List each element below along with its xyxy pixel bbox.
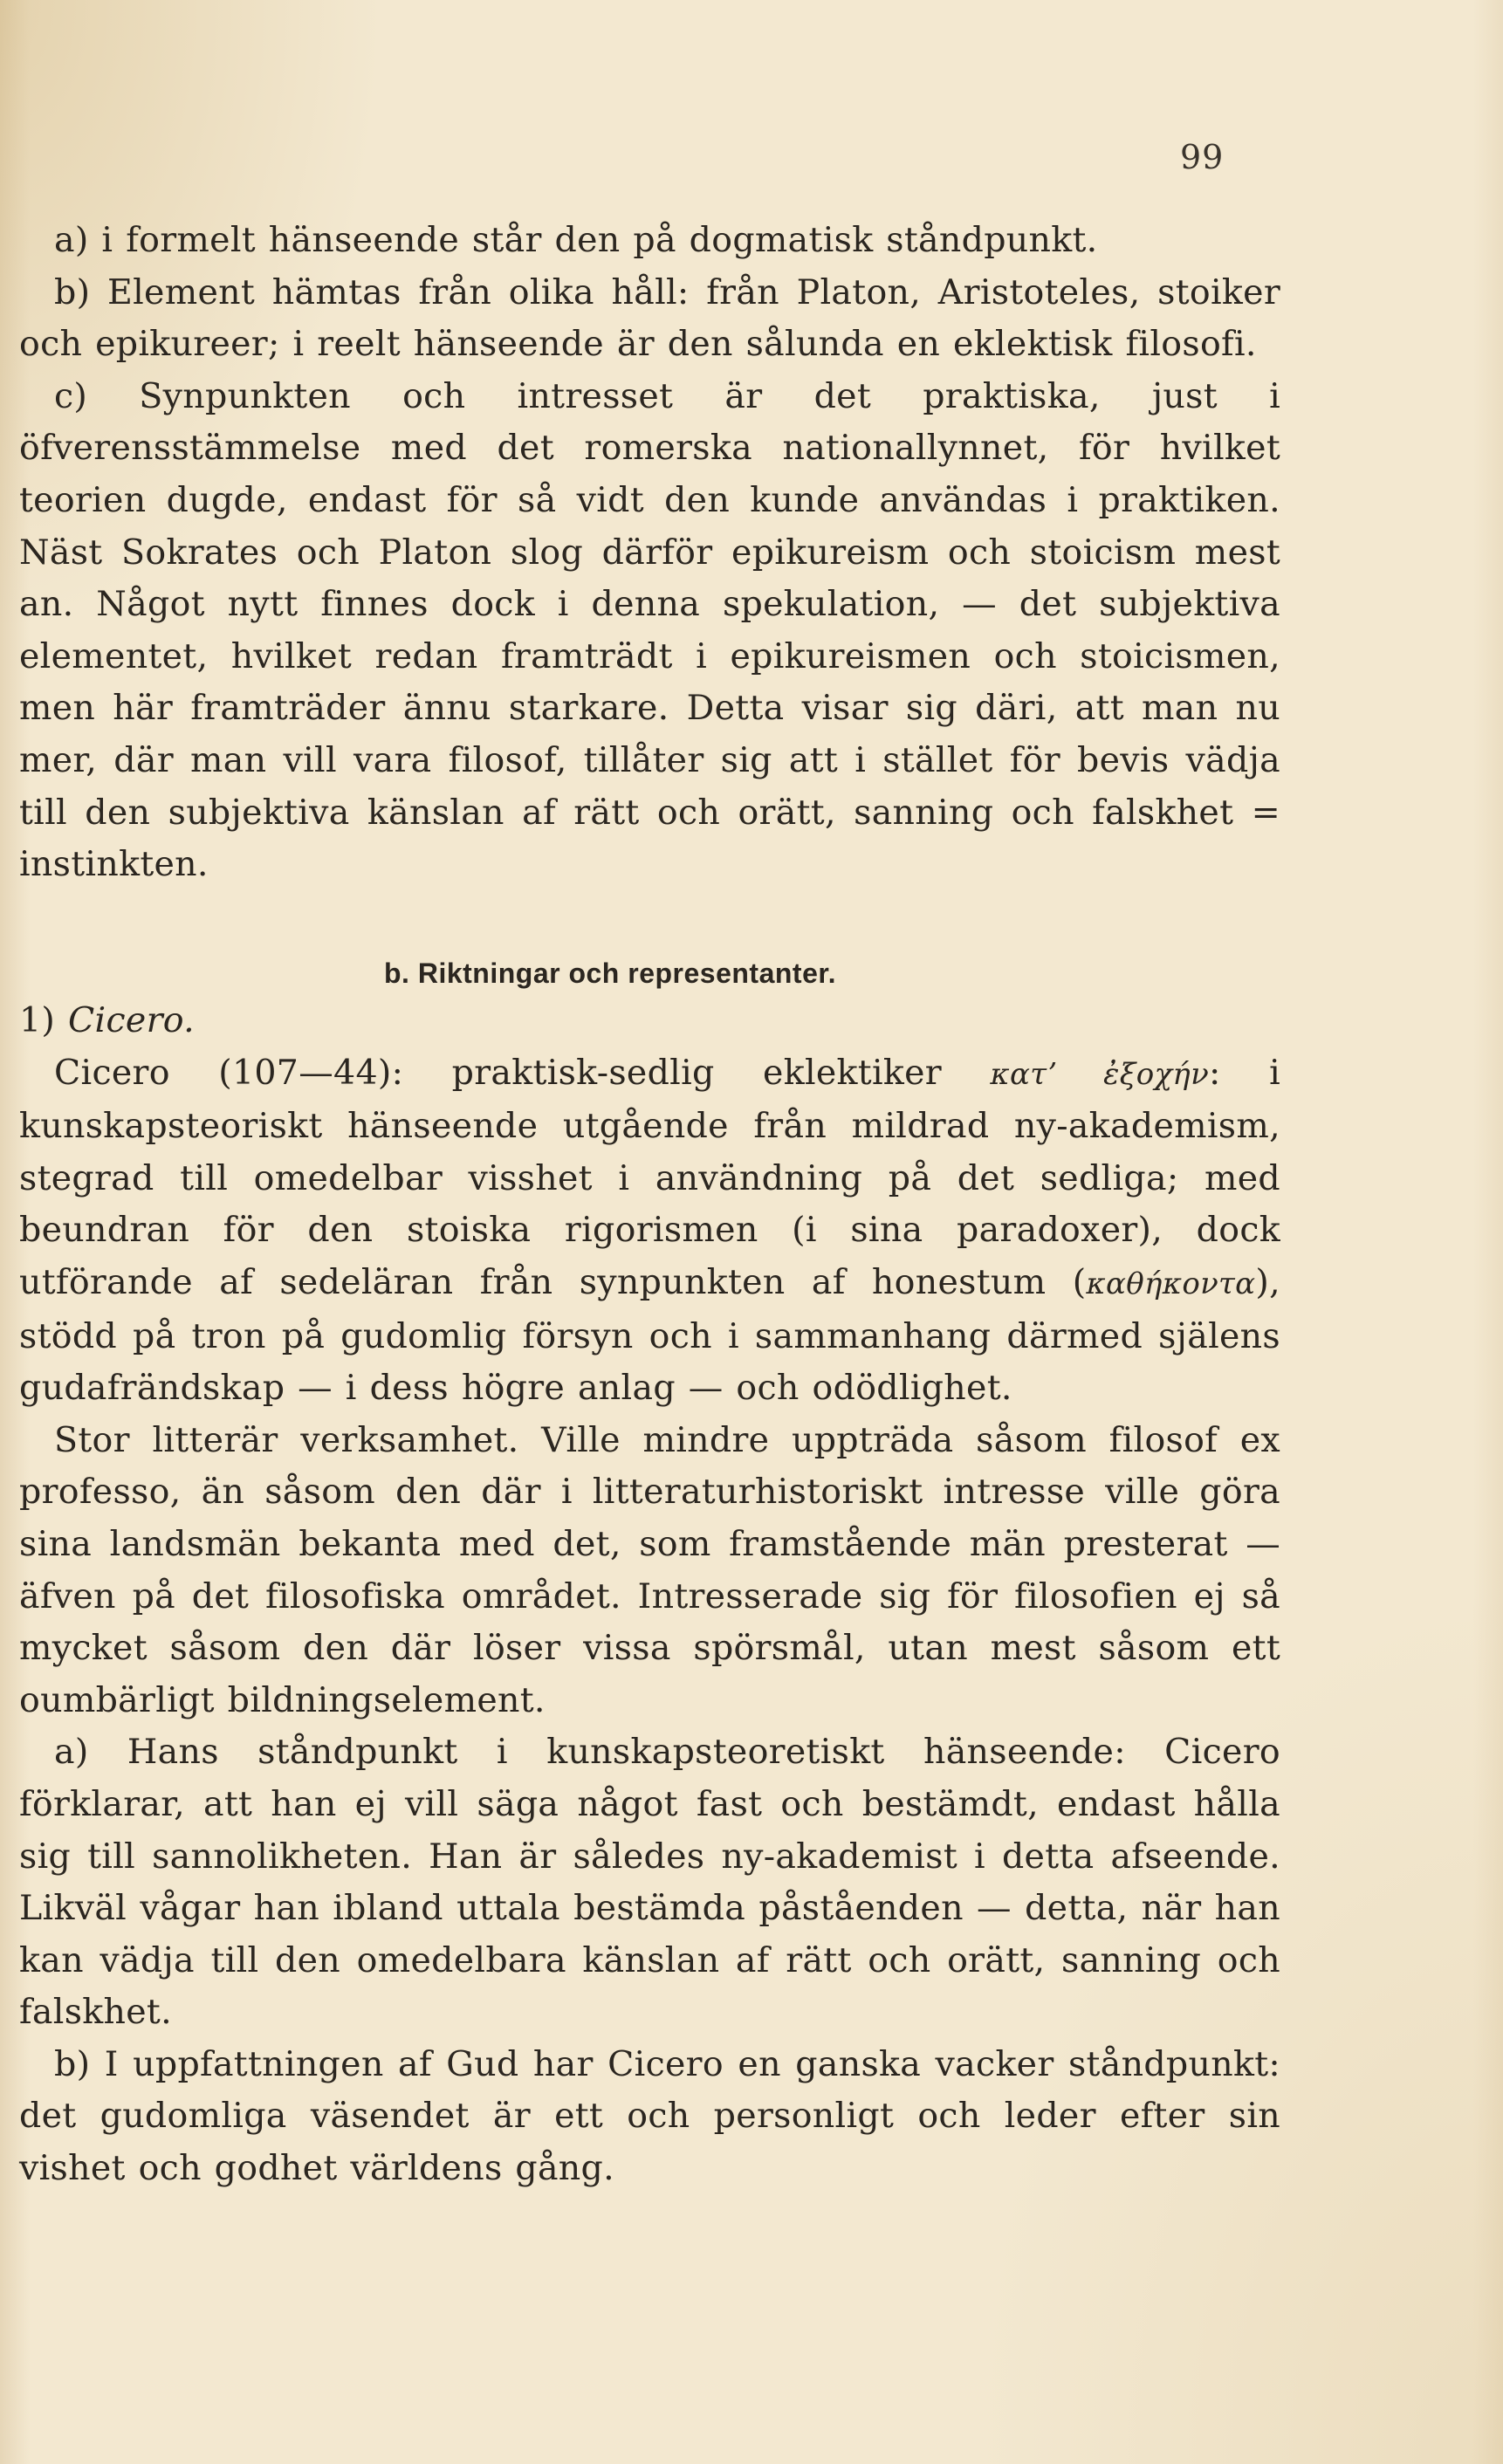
subsection-name: Cicero. bbox=[68, 1000, 195, 1040]
paragraph-b: b) Element hämtas från olika håll: från Platon, Aristoteles, stoiker och epikureer; i reelt hänseende är den sålunda en eklektisk filosofi. bbox=[19, 271, 1280, 365]
greek-term-1: κατʼ ἐξοχήν bbox=[990, 1056, 1210, 1092]
cicero-text-block bbox=[19, 995, 1280, 2195]
cicero-paragraph-2: Stor litterär verksamhet. Ville mindre uppträda såsom filosof ex professo, än såsom den där i litteraturhistoriskt intresse ville göra sina landsmän bekanta med det, som framstående män presterat — äfven på det filosofiska området. Intresserade sig för filosofien ej så mycket såsom den där löser vissa spörsmål, utan mest såsom ett oumbärligt bildningselement. bbox=[19, 1419, 1280, 1720]
subsection-number: 1) bbox=[19, 1000, 56, 1040]
cicero-paragraph-4: b) I uppfattningen af Gud har Cicero en ganska vacker ståndpunkt: det gudomliga väsendet är ett och personligt och leder efter sin vishet och godhet världens gång. bbox=[19, 2043, 1280, 2189]
cicero-paragraph-3: a) Hans ståndpunkt i kunskapsteoretiskt hänseende: Cicero förklarar, att han ej vill säga något fast och bestämdt, endast hålla sig till sannolikheten. Han är således ny-akademist i detta afseende. Likväl vågar han ibland uttala bestämda påståenden — detta, när han kan vädja till den omedelbara känslan af rätt och orätt, sanning och falskhet. bbox=[19, 1732, 1280, 2033]
page-number: 99 bbox=[1180, 138, 1225, 176]
cicero-p1-part2: : i kunskapsteoriskt hänseende utgående från mildrad ny-akademism, stegrad till omedelbar visshet i användning på det sedliga; med beundran för den stoiska rigorismen (i sina paradoxer), dock utförande af sedeläran från synpunkten af honestum ( bbox=[19, 1052, 1280, 1302]
subsection-title bbox=[19, 995, 1280, 1047]
cicero-paragraph-1 bbox=[19, 1047, 1280, 1415]
cicero-p1-part1: Cicero (107—44): praktisk-sedlig eklektiker bbox=[54, 1052, 942, 1093]
paragraph-c: c) Synpunkten och intresset är det praktiska, just i öfverensstämmelse med det romerska nationallynnet, för hvilket teorien dugde, endast för så vidt den kunde användas i praktiken. Näst Sokrates och Platon slog därför epikureism och stoicism mest an. Något nytt finnes dock i denna spekulation, — det subjektiva elementet, hvilket redan framträdt i epikureismen och stoicismen, men här framträder ännu starkare. Detta visar sig däri, att man nu mer, där man vill vara filosof, tillåter sig att i stället för bevis vädja till den subjektiva känslan af rätt och orätt, sanning och falskhet = instinkten. bbox=[19, 375, 1280, 885]
section-heading: b. Riktningar och representanter. bbox=[384, 957, 836, 989]
cicero-p1-part3: ), stödd på tron på gudomlig försyn och i sammanhang därmed själens gudafrändskap — i dess högre anlag — och odödlighet. bbox=[19, 1261, 1280, 1409]
top-text-block bbox=[19, 215, 1280, 891]
greek-term-2: καθήκοντα bbox=[1086, 1266, 1256, 1301]
paragraph-a: a) i formelt hänseende står den på dogmatisk ståndpunkt. bbox=[54, 220, 1098, 260]
